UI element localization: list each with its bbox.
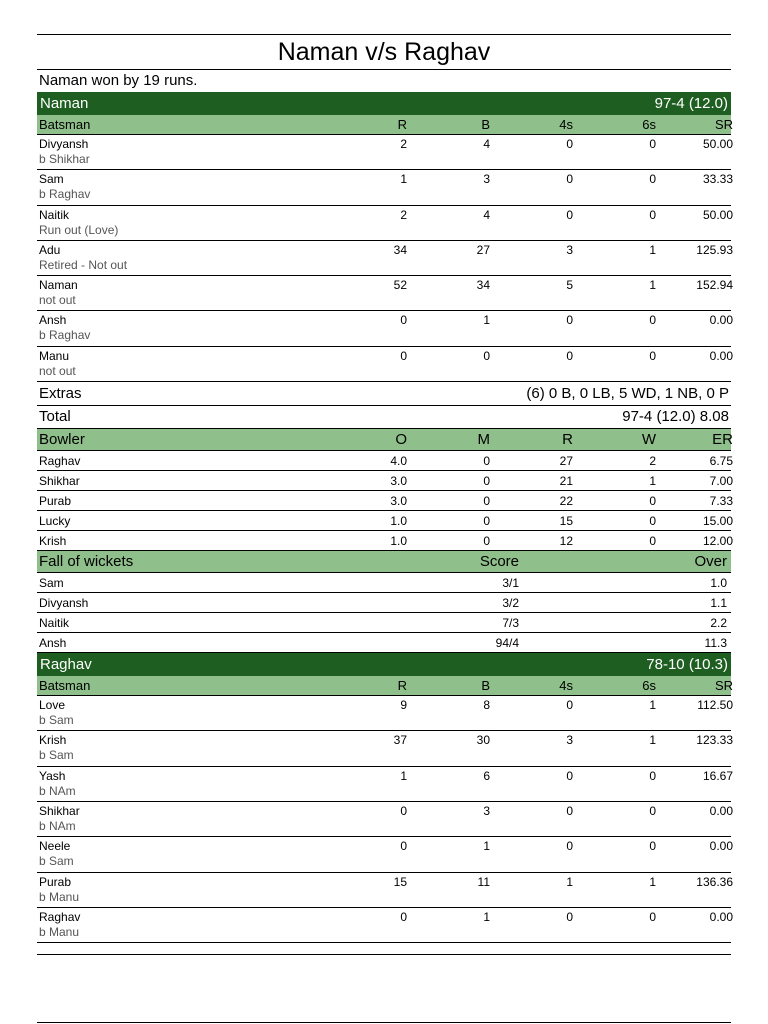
- match-result: Naman won by 19 runs.: [39, 72, 198, 89]
- runs-value: 0: [400, 909, 407, 924]
- balls-value: 0: [483, 348, 490, 363]
- col-fow: Fall of wickets: [39, 553, 134, 571]
- runs-value: 0: [400, 803, 407, 818]
- fow-over: 11.3: [704, 635, 727, 650]
- strike-rate-value: 0.00: [709, 803, 733, 818]
- dismissal-text: Run out (Love): [39, 222, 119, 237]
- col-fow-score: Score: [479, 553, 519, 571]
- sixes-value: 0: [649, 839, 656, 854]
- dismissal-text: Retired - Not out: [39, 257, 128, 272]
- overs-value: 3.0: [390, 473, 407, 488]
- bowler-row: [37, 531, 731, 551]
- overs-value: 3.0: [390, 493, 407, 508]
- dismissal-text: b Raghav: [39, 187, 91, 202]
- innings-team-name: Raghav: [40, 656, 92, 674]
- scorecard: [37, 34, 731, 943]
- balls-value: 27: [476, 242, 490, 257]
- bowler-row: [37, 451, 731, 471]
- wickets-value: 0: [649, 513, 656, 528]
- batsman-cell: [37, 875, 324, 904]
- runs-conceded-value: 15: [559, 513, 573, 528]
- balls-value: 4: [483, 207, 490, 222]
- col-sixes: 6s: [642, 678, 656, 694]
- batsman-name: Sam: [39, 172, 64, 187]
- fow-row: [37, 613, 731, 633]
- bowler-name: Shikhar: [39, 473, 80, 488]
- fow-over: 1.0: [710, 575, 727, 590]
- fow-header-row: [37, 551, 731, 573]
- dismissal-text: b Sam: [39, 854, 74, 869]
- col-runs-conceded: R: [562, 431, 573, 449]
- strike-rate-value: 125.93: [696, 242, 733, 257]
- fow-over: 2.2: [710, 615, 727, 630]
- innings-header-1: [37, 92, 731, 115]
- bowler-name: Lucky: [39, 513, 71, 528]
- batsman-cell: [37, 278, 324, 307]
- runs-value: 37: [393, 733, 407, 748]
- maidens-value: 0: [483, 453, 490, 468]
- economy-value: 12.00: [702, 533, 733, 548]
- batting-rows-2: [37, 696, 731, 943]
- batsman-name: Divyansh: [39, 137, 89, 151]
- batsman-name: Raghav: [39, 909, 81, 924]
- balls-value: 1: [483, 839, 490, 854]
- overs-value: 1.0: [390, 513, 407, 528]
- strike-rate-value: 136.36: [696, 874, 733, 889]
- dismissal-text: b Raghav: [39, 328, 91, 343]
- balls-value: 6: [483, 768, 490, 783]
- balls-value: 3: [483, 803, 490, 818]
- col-balls: B: [481, 678, 490, 694]
- batsman-row: [37, 241, 731, 276]
- runs-value: 15: [393, 874, 407, 889]
- fow-score: 3/2: [502, 595, 519, 610]
- runs-conceded-value: 22: [559, 493, 573, 508]
- total-label: Total: [39, 408, 71, 426]
- col-fours: 4s: [559, 117, 573, 132]
- innings-score: 78-10 (10.3): [646, 656, 728, 674]
- dismissal-text: b NAm: [39, 783, 76, 798]
- batsman-row: [37, 276, 731, 311]
- fow-over: 1.1: [710, 595, 727, 610]
- fow-row: [37, 593, 731, 613]
- economy-value: 7.00: [709, 473, 733, 488]
- fow-batsman: Divyansh: [39, 595, 89, 610]
- sixes-value: 0: [649, 909, 656, 924]
- col-balls: B: [481, 117, 490, 132]
- batsman-cell: [37, 137, 324, 166]
- sixes-value: 0: [649, 207, 656, 222]
- batsman-cell: [37, 769, 324, 798]
- economy-value: 7.33: [709, 493, 733, 508]
- batsman-row: [37, 873, 731, 908]
- fours-value: 0: [566, 207, 573, 222]
- strike-rate-value: 0.00: [709, 909, 733, 924]
- fours-value: 0: [566, 313, 573, 328]
- bowler-name: Krish: [39, 533, 67, 548]
- batsman-name: Love: [39, 698, 66, 713]
- wickets-value: 1: [649, 473, 656, 488]
- batsman-cell: [37, 698, 324, 727]
- strike-rate-value: 112.50: [697, 698, 733, 713]
- batsman-cell: [37, 733, 324, 762]
- batsman-cell: [37, 804, 324, 833]
- runs-value: 0: [400, 313, 407, 328]
- strike-rate-value: 123.33: [696, 733, 733, 748]
- fow-batsman: Naitik: [39, 615, 70, 630]
- innings-team-name: Naman: [40, 95, 89, 112]
- batsman-cell: [37, 208, 324, 237]
- batsman-name: Krish: [39, 733, 67, 748]
- strike-rate-value: 50.00: [702, 207, 733, 222]
- bowling-rows-1: [37, 451, 731, 551]
- fours-value: 0: [566, 172, 573, 187]
- bowler-row: [37, 511, 731, 531]
- col-batsman: Batsman: [39, 678, 91, 694]
- innings-header-2: [37, 653, 731, 676]
- fow-score: 3/1: [502, 575, 519, 590]
- runs-value: 0: [400, 839, 407, 854]
- sixes-value: 1: [649, 278, 656, 293]
- wickets-value: 0: [649, 533, 656, 548]
- batsman-cell: [37, 839, 324, 868]
- runs-conceded-value: 27: [559, 453, 573, 468]
- total-value: 97-4 (12.0) 8.08: [622, 408, 729, 426]
- strike-rate-value: 152.94: [696, 278, 733, 293]
- dismissal-text: not out: [39, 363, 76, 378]
- batsman-name: Naman: [39, 278, 78, 293]
- strike-rate-value: 50.00: [702, 137, 733, 151]
- batsman-row: [37, 170, 731, 205]
- batsman-row: [37, 837, 731, 872]
- col-runs: R: [397, 117, 407, 132]
- bowler-row: [37, 491, 731, 511]
- sixes-value: 0: [649, 313, 656, 328]
- batsman-row: [37, 347, 731, 382]
- batsman-row: [37, 135, 731, 170]
- batsman-cell: [37, 349, 324, 378]
- fow-score: 94/4: [495, 635, 519, 650]
- col-strike-rate: SR: [714, 678, 733, 694]
- economy-value: 15.00: [702, 513, 733, 528]
- match-title: Naman v/s Raghav: [37, 35, 731, 70]
- maidens-value: 0: [483, 533, 490, 548]
- fow-batsman: Sam: [39, 575, 64, 590]
- batsman-row: [37, 731, 731, 766]
- sixes-value: 1: [649, 874, 656, 889]
- balls-value: 8: [483, 698, 490, 713]
- balls-value: 34: [476, 278, 490, 293]
- dismissal-text: b NAm: [39, 818, 76, 833]
- col-maidens: M: [477, 431, 490, 449]
- fow-score: 7/3: [502, 615, 519, 630]
- col-runs: R: [397, 678, 407, 694]
- strike-rate-value: 0.00: [709, 313, 733, 328]
- strike-rate-value: 0.00: [709, 839, 733, 854]
- col-batsman: Batsman: [39, 117, 91, 132]
- runs-value: 2: [400, 207, 407, 222]
- page-divider: [37, 1022, 731, 1023]
- dismissal-text: not out: [39, 293, 76, 308]
- extras-label: Extras: [39, 384, 82, 402]
- batsman-name: Ansh: [39, 313, 67, 328]
- sixes-value: 0: [649, 137, 656, 151]
- fow-row: [37, 633, 731, 653]
- batting-rows-1: [37, 135, 731, 382]
- sixes-value: 1: [649, 242, 656, 257]
- batsman-row: [37, 908, 731, 943]
- runs-value: 2: [400, 137, 407, 151]
- sixes-value: 0: [649, 803, 656, 818]
- runs-value: 52: [393, 278, 407, 293]
- batsman-name: Neele: [39, 839, 71, 854]
- balls-value: 1: [483, 909, 490, 924]
- batsman-cell: [37, 172, 324, 201]
- runs-value: 34: [393, 242, 407, 257]
- col-fours: 4s: [559, 678, 573, 694]
- dismissal-text: b Manu: [39, 924, 80, 939]
- extras-value: (6) 0 B, 0 LB, 5 WD, 1 NB, 0 P: [526, 384, 729, 402]
- overs-value: 1.0: [390, 533, 407, 548]
- sixes-value: 0: [649, 768, 656, 783]
- innings-score: 97-4 (12.0): [654, 95, 728, 112]
- col-strike-rate: SR: [714, 117, 733, 132]
- batting-header-row: [37, 676, 731, 696]
- batsman-name: Naitik: [39, 207, 70, 222]
- batsman-name: Purab: [39, 874, 72, 889]
- batsman-name: Manu: [39, 348, 70, 363]
- balls-value: 1: [483, 313, 490, 328]
- fow-batsman: Ansh: [39, 635, 67, 650]
- fours-value: 5: [566, 278, 573, 293]
- col-wickets: W: [641, 431, 656, 449]
- wickets-value: 2: [649, 453, 656, 468]
- batsman-cell: [37, 910, 324, 939]
- bowler-name: Purab: [39, 493, 72, 508]
- batsman-name: Adu: [39, 242, 61, 257]
- fours-value: 3: [566, 733, 573, 748]
- fours-value: 0: [566, 348, 573, 363]
- strike-rate-value: 0.00: [709, 348, 733, 363]
- dismissal-text: b Sam: [39, 748, 74, 763]
- maidens-value: 0: [483, 513, 490, 528]
- fours-value: 0: [566, 698, 573, 713]
- batsman-name: Yash: [39, 768, 66, 783]
- sixes-value: 0: [649, 348, 656, 363]
- runs-value: 9: [400, 698, 407, 713]
- fours-value: 0: [566, 137, 573, 151]
- dismissal-text: b Manu: [39, 889, 80, 904]
- batsman-name: Shikhar: [39, 803, 80, 818]
- runs-conceded-value: 12: [559, 533, 573, 548]
- bowling-header-row: [37, 429, 731, 451]
- bowler-name: Raghav: [39, 453, 81, 468]
- col-bowler: Bowler: [39, 431, 85, 449]
- col-economy: ER: [712, 431, 733, 449]
- fours-value: 1: [566, 874, 573, 889]
- fours-value: 0: [566, 803, 573, 818]
- runs-value: 1: [400, 172, 407, 187]
- col-sixes: 6s: [642, 117, 656, 132]
- runs-value: 0: [400, 348, 407, 363]
- balls-value: 30: [476, 733, 490, 748]
- dismissal-text: b Shikhar: [39, 152, 90, 166]
- balls-value: 11: [477, 874, 490, 889]
- batsman-cell: [37, 243, 324, 272]
- runs-value: 1: [400, 768, 407, 783]
- total-row: [37, 406, 731, 430]
- col-overs: O: [395, 431, 407, 449]
- fours-value: 0: [566, 839, 573, 854]
- sixes-value: 1: [649, 698, 656, 713]
- balls-value: 3: [483, 172, 490, 187]
- economy-value: 6.75: [709, 453, 733, 468]
- runs-conceded-value: 21: [559, 473, 573, 488]
- maidens-value: 0: [483, 473, 490, 488]
- fours-value: 0: [566, 768, 573, 783]
- fow-row: [37, 573, 731, 593]
- batsman-row: [37, 696, 731, 731]
- batsman-row: [37, 206, 731, 241]
- batsman-row: [37, 311, 731, 346]
- fow-rows-1: [37, 573, 731, 653]
- fours-value: 3: [566, 242, 573, 257]
- batsman-row: [37, 802, 731, 837]
- strike-rate-value: 33.33: [702, 172, 733, 187]
- balls-value: 4: [483, 137, 490, 151]
- section-divider: [37, 954, 731, 955]
- wickets-value: 0: [649, 493, 656, 508]
- batsman-cell: [37, 313, 324, 342]
- sixes-value: 0: [649, 172, 656, 187]
- maidens-value: 0: [483, 493, 490, 508]
- fours-value: 0: [566, 909, 573, 924]
- batsman-row: [37, 767, 731, 802]
- extras-row: [37, 382, 731, 406]
- batting-header-row: [37, 115, 731, 135]
- col-fow-over: Over: [694, 553, 727, 571]
- bowler-row: [37, 471, 731, 491]
- overs-value: 4.0: [390, 453, 407, 468]
- dismissal-text: b Sam: [39, 713, 74, 728]
- strike-rate-value: 16.67: [702, 768, 733, 783]
- sixes-value: 1: [649, 733, 656, 748]
